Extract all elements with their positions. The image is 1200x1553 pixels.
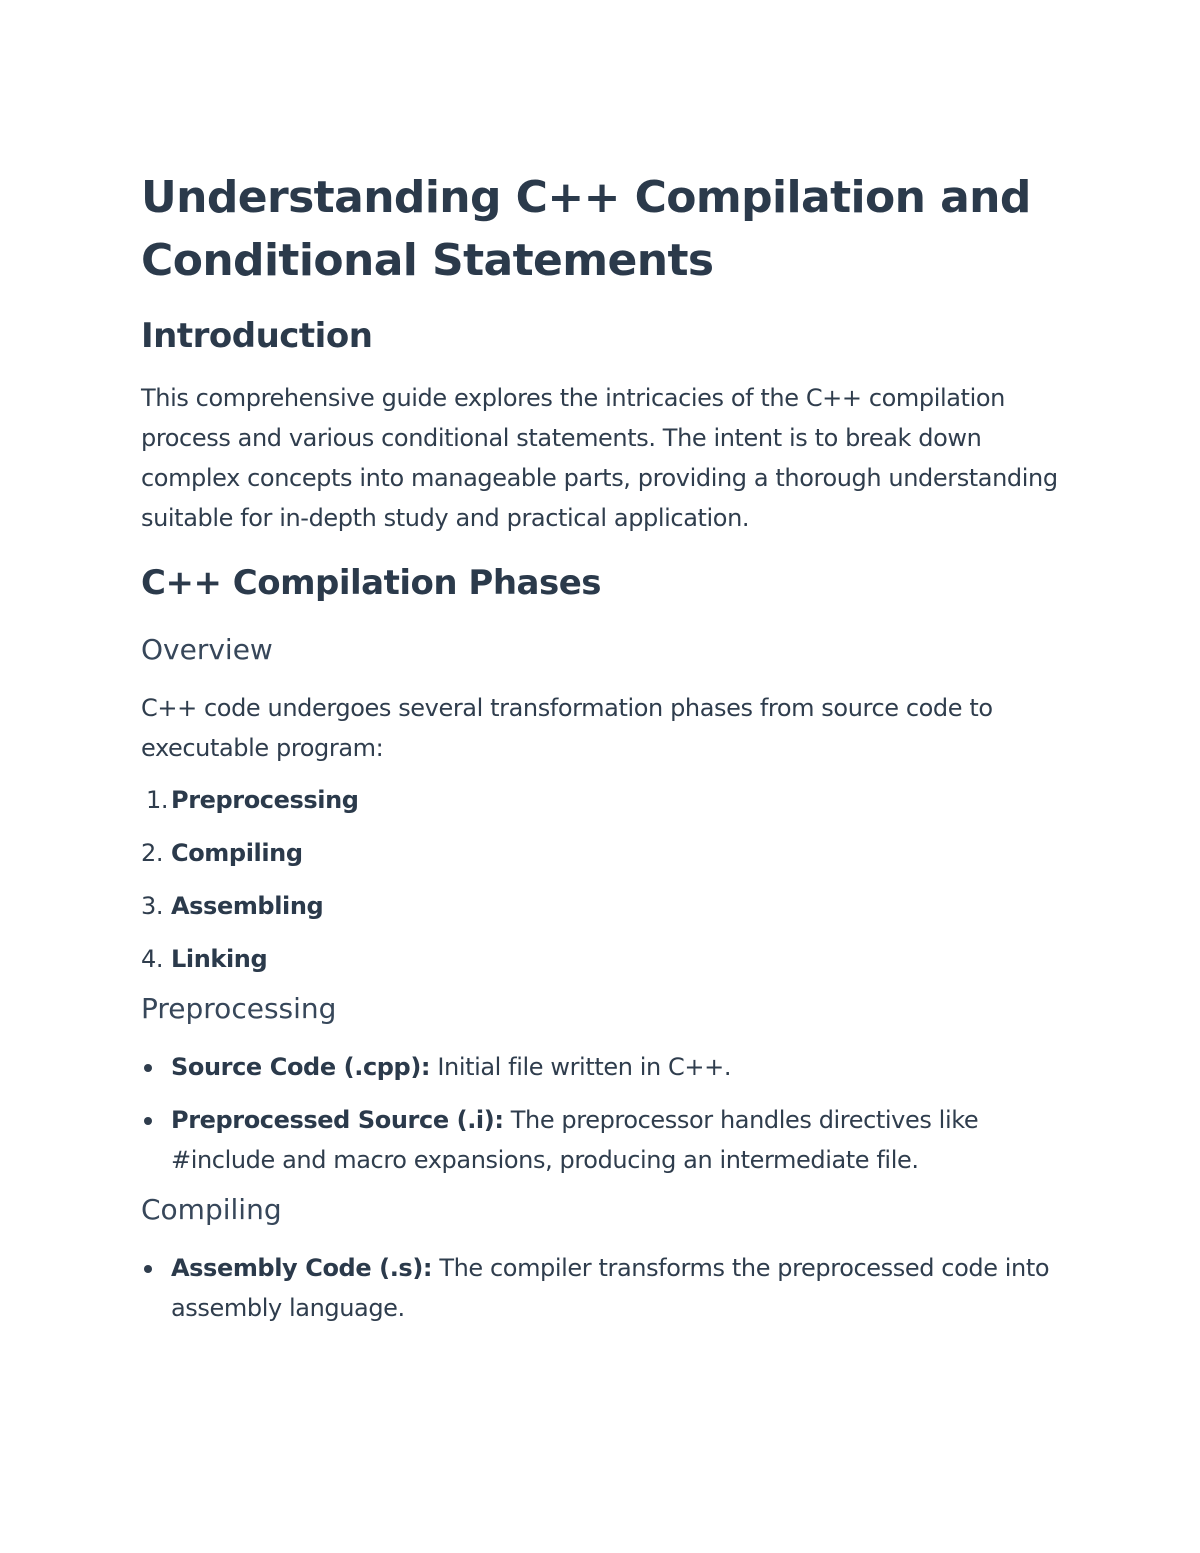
list-item-desc: The preprocessor handles directives like #include and macro expansions, producing an intermediate file.: [171, 1106, 979, 1174]
preprocessing-list: [141, 1047, 1061, 1180]
bullet-icon: [144, 1064, 152, 1072]
list-item-label: Preprocessing: [171, 786, 359, 814]
list-item: [141, 833, 1061, 873]
list-item-term: Source Code (.cpp):: [171, 1053, 431, 1081]
document-page: [141, 166, 1061, 1341]
bullet-icon: [144, 1265, 152, 1273]
list-item: [141, 939, 1061, 979]
list-item: [141, 1248, 1061, 1328]
phases-list: [141, 780, 1061, 979]
list-item-label: Compiling: [171, 839, 303, 867]
bullet-icon: [144, 1117, 152, 1125]
list-item-term: Assembly Code (.s):: [171, 1254, 433, 1282]
compilation-phases-heading: C++ Compilation Phases: [141, 563, 602, 603]
list-number: 2.: [141, 839, 164, 867]
list-item: [141, 1047, 1061, 1087]
list-item-term: Preprocessed Source (.i):: [171, 1106, 504, 1134]
page-title: Understanding C++ Compilation and Conditional Statements: [141, 172, 1031, 286]
list-number: 1.: [146, 786, 169, 814]
list-item: [141, 886, 1061, 926]
list-item-desc: Initial file written in C++.: [430, 1053, 732, 1081]
list-item: [141, 1100, 1061, 1180]
compiling-list: [141, 1248, 1061, 1328]
list-item-label: Linking: [171, 945, 268, 973]
preprocessing-heading: Preprocessing: [141, 992, 337, 1025]
compiling-heading: Compiling: [141, 1193, 282, 1226]
overview-paragraph: C++ code undergoes several transformation phases from source code to executable program:: [141, 694, 993, 762]
list-item-label: Assembling: [171, 892, 324, 920]
overview-heading: Overview: [141, 633, 273, 666]
introduction-paragraph: This comprehensive guide explores the intricacies of the C++ compilation process and various conditional statements. The intent is to break down complex concepts into manageable parts, providing a thorough understanding suitable for in-depth study and practical application.: [141, 384, 1058, 532]
list-number: 4.: [141, 945, 164, 973]
list-number: 3.: [141, 892, 164, 920]
introduction-heading: Introduction: [141, 316, 373, 356]
list-item-desc: The compiler transforms the preprocessed code into assembly language.: [171, 1254, 1050, 1322]
list-item: [141, 780, 1061, 820]
